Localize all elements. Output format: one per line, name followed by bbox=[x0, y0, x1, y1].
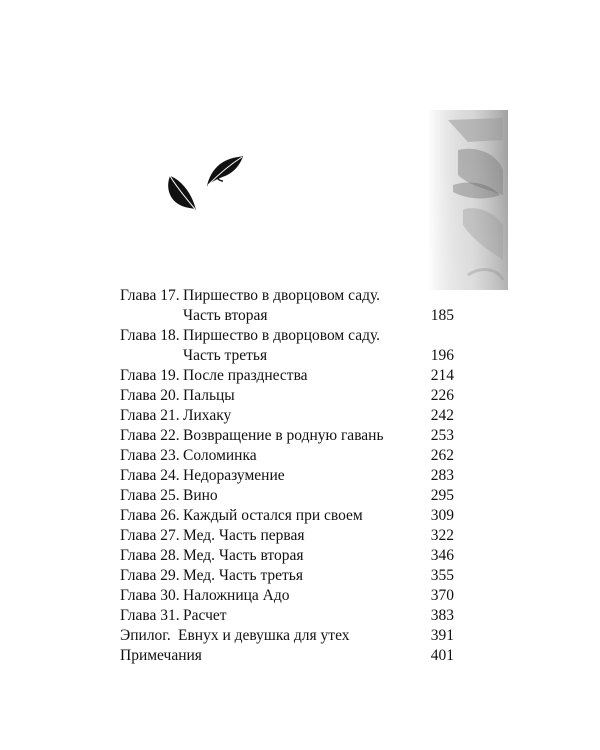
toc-entry-label: Глава 29. bbox=[120, 567, 180, 584]
toc-entry bbox=[120, 606, 454, 626]
toc-entry-label: Глава 18. bbox=[120, 327, 180, 344]
toc-entry-title: Соломинка bbox=[183, 447, 257, 464]
leaf-icon bbox=[164, 172, 198, 212]
toc-entry-label: Глава 26. bbox=[120, 507, 180, 524]
toc-entry-label: Эпилог. bbox=[120, 627, 171, 644]
toc-entry-page-number: 262 bbox=[430, 447, 454, 464]
table-of-contents bbox=[120, 286, 454, 666]
toc-entry-page-number: 370 bbox=[430, 587, 454, 604]
toc-entry bbox=[120, 466, 454, 486]
toc-entry-page-number: 242 bbox=[430, 407, 454, 424]
toc-entry bbox=[120, 586, 454, 606]
toc-entry bbox=[120, 566, 454, 586]
toc-entry-page-number: 383 bbox=[430, 607, 454, 624]
toc-entry-page-number: 309 bbox=[430, 507, 454, 524]
toc-entry-page-number: 401 bbox=[430, 647, 454, 664]
toc-entry-label: Глава 22. bbox=[120, 427, 180, 444]
toc-entry-label: Глава 20. bbox=[120, 387, 180, 404]
toc-entry bbox=[120, 626, 454, 646]
toc-entry-page-number: 391 bbox=[430, 627, 454, 644]
toc-entry-label: Глава 28. bbox=[120, 547, 180, 564]
toc-entry-label: Глава 24. bbox=[120, 467, 180, 484]
toc-entry bbox=[120, 306, 454, 326]
toc-entry-title: Наложница Адо bbox=[183, 587, 290, 604]
toc-entry-title: Часть третья bbox=[183, 347, 268, 364]
toc-entry-page-number: 295 bbox=[430, 487, 454, 504]
toc-entry-title: Вино bbox=[183, 487, 218, 504]
toc-entry-label: Глава 17. bbox=[120, 287, 180, 304]
toc-entry-page-number: 253 bbox=[430, 427, 454, 444]
toc-entry-title: Недоразумение bbox=[183, 467, 285, 484]
toc-entry-page-number: 322 bbox=[430, 527, 454, 544]
toc-entry-page-number: 185 bbox=[430, 307, 454, 324]
toc-entry-page-number: 196 bbox=[430, 347, 454, 364]
toc-entry bbox=[120, 406, 454, 426]
toc-entry bbox=[120, 486, 454, 506]
toc-entry-label: Глава 21. bbox=[120, 407, 180, 424]
toc-entry-page-number: 226 bbox=[430, 387, 454, 404]
toc-entry-title: Пальцы bbox=[183, 387, 235, 404]
toc-entry-page-number: 283 bbox=[430, 467, 454, 484]
toc-entry-label: Глава 30. bbox=[120, 587, 180, 604]
toc-entry-page-number: 346 bbox=[430, 547, 454, 564]
toc-entry bbox=[120, 526, 454, 546]
toc-entry-title: Возвращение в родную гавань bbox=[183, 427, 384, 444]
toc-entry-title: Мед. Часть третья bbox=[183, 567, 304, 584]
toc-entry bbox=[120, 546, 454, 566]
toc-entry-label: Глава 23. bbox=[120, 447, 180, 464]
toc-entry-label: Глава 31. bbox=[120, 607, 180, 624]
toc-entry-title: Расчет bbox=[183, 607, 227, 624]
toc-entry bbox=[120, 506, 454, 526]
toc-entry bbox=[120, 426, 454, 446]
toc-entry-title: Пиршество в дворцовом саду. bbox=[183, 327, 381, 344]
toc-entry-title: Мед. Часть вторая bbox=[183, 547, 304, 564]
toc-entry-page-number: 214 bbox=[430, 367, 454, 384]
leaf-icon bbox=[205, 154, 245, 188]
toc-entry-title: Мед. Часть первая bbox=[183, 527, 305, 544]
toc-entry-title: Пиршество в дворцовом саду. bbox=[183, 287, 381, 304]
toc-entry bbox=[120, 326, 454, 346]
toc-entry-label: Глава 27. bbox=[120, 527, 180, 544]
toc-entry-label: Примечания bbox=[120, 647, 202, 664]
toc-entry bbox=[120, 366, 454, 386]
toc-entry bbox=[120, 346, 454, 366]
toc-entry bbox=[120, 286, 454, 306]
toc-entry bbox=[120, 646, 454, 666]
toc-entry-label: Глава 25. bbox=[120, 487, 180, 504]
toc-entry-title: Лихаку bbox=[183, 407, 232, 424]
toc-entry-title: Каждый остался при своем bbox=[183, 507, 363, 524]
toc-entry bbox=[120, 446, 454, 466]
toc-entry-title: После празднества bbox=[183, 367, 308, 384]
toc-entry-page-number: 355 bbox=[430, 567, 454, 584]
toc-entry bbox=[120, 386, 454, 406]
toc-entry-title: Евнух и девушка для утех bbox=[178, 627, 350, 644]
toc-entry-label: Глава 19. bbox=[120, 367, 180, 384]
toc-entry-title: Часть вторая bbox=[183, 307, 268, 324]
